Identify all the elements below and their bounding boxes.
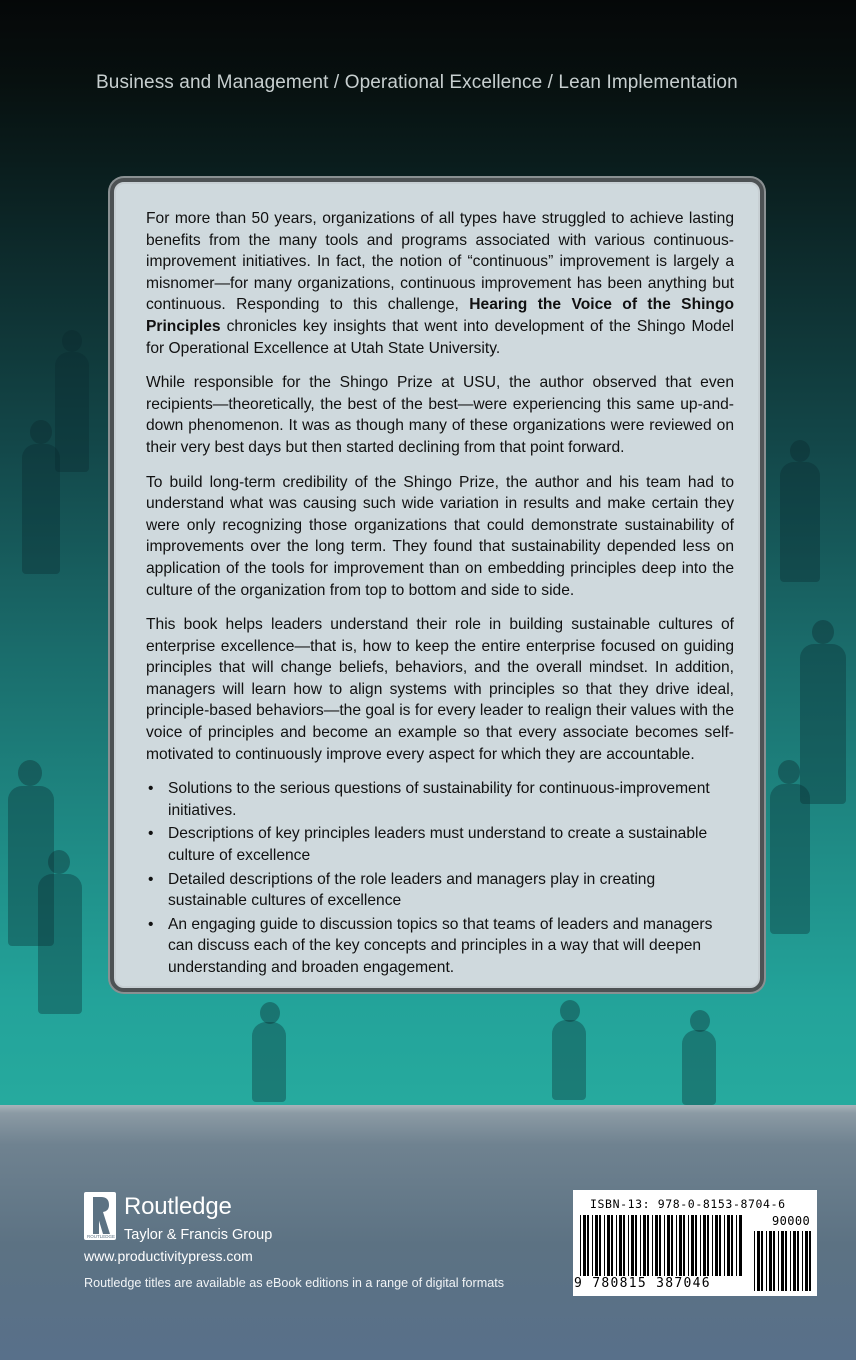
barcode-bar [724, 1215, 725, 1279]
barcode-bar [611, 1215, 613, 1279]
description-text [146, 208, 734, 981]
barcode-bar [739, 1215, 742, 1279]
barcode-bar [667, 1215, 670, 1279]
barcode-bar [631, 1215, 634, 1279]
barcode-bar [640, 1215, 641, 1279]
barcode-bar [688, 1215, 689, 1279]
barcode-bar [790, 1231, 791, 1291]
ebook-note: Routledge titles are available as eBook editions in a range of digital formats [84, 1276, 505, 1290]
isbn-label: ISBN-13: 978-0-8153-8704-6 [590, 1197, 786, 1211]
barcode-bar [809, 1231, 811, 1291]
barcode-bar [659, 1215, 661, 1279]
bullet-item: • An engaging guide to discussion topics so that teams of leaders and managers can discuss each of the key concepts and principles in a way that will deepen understanding and broaden engagement. [146, 914, 734, 979]
barcode-bar [727, 1215, 730, 1279]
barcode-bar [736, 1215, 737, 1279]
bullet-item: • Detailed descriptions of the role leaders and managers play in creating sustainable cultures of excellence [146, 869, 734, 912]
barcode-digits: 9 780815 387046 [574, 1276, 744, 1291]
bullet-item: • Descriptions of key principles leaders must understand to create a sustainable culture of excellence [146, 823, 734, 866]
feature-bullet-list [146, 778, 734, 978]
barcode-bar [715, 1215, 718, 1279]
barcode-bar [595, 1215, 598, 1279]
barcode-bar [700, 1215, 701, 1279]
paragraph-3: To build long-term credibility of the Shingo Prize, the author and his team had to understand what was causing such wide variation in results and make certain they were only recognizing those organizations that could demonstrate sustainability of improvements over the long term. They found that sustainability depended less on application of the tools for improvement than on embedding principles deep into the culture of the organization from top to bottom and side to side. [146, 473, 734, 599]
barcode-bar [766, 1231, 767, 1291]
barcode-bar [604, 1215, 605, 1279]
barcode-bar [712, 1215, 713, 1279]
category-line: Business and Management / Operational Excellence / Lean Implementation [96, 72, 738, 93]
price-code: 90000 [772, 1214, 811, 1228]
barcode-bar [643, 1215, 646, 1279]
barcode-bar [616, 1215, 617, 1279]
barcode-bar [778, 1231, 779, 1291]
barcode-bar [754, 1231, 755, 1291]
barcode-bar [635, 1215, 637, 1279]
barcode-bar [757, 1231, 760, 1291]
barcode-bar [761, 1231, 763, 1291]
paragraph-1-text-a: For more than 50 years, organizations of all types have struggled to achieve lasting benefits from the many tools and programs associated with various continuous-improvement initiatives. In fact, the notion of “continuous” improvement is largely a misnomer—for many organizations, continuous improvement has been anything but continuous. Responding to this challenge, [146, 210, 734, 314]
barcode-bar [683, 1215, 685, 1279]
barcode-bar [592, 1215, 593, 1279]
barcode-bar [703, 1215, 706, 1279]
logo-lettering: ROUTLEDGE [87, 1234, 116, 1239]
barcode-bar [619, 1215, 622, 1279]
publisher-group: Taylor & Francis Group [124, 1227, 273, 1243]
paragraph-2: While responsible for the Shingo Prize at USU, the author observed that even recipients—theoretically, the best of the best—were experiencing this same up-and-down phenomenon. It was as though many of these organizations were reviewed on their very best days but then started declining from that point forward. [146, 374, 734, 456]
barcode-bar [679, 1215, 682, 1279]
barcode-bar [587, 1215, 589, 1279]
paragraph-1-text-b: chronicles key insights that went into development of the Shingo Model for Operational Excellence at Utah State University. [146, 317, 734, 357]
barcode-bar [695, 1215, 697, 1279]
barcode-bar [773, 1231, 775, 1291]
barcode-bar [793, 1231, 796, 1291]
barcode-bar [805, 1231, 808, 1291]
barcode-bar [655, 1215, 658, 1279]
barcode-bar [664, 1215, 665, 1279]
barcode-bar [623, 1215, 625, 1279]
publisher-url[interactable]: www.productivitypress.com [84, 1248, 253, 1264]
publisher-name: Routledge [124, 1193, 232, 1220]
barcode-bar [719, 1215, 721, 1279]
barcode-bar [802, 1231, 803, 1291]
barcode-bar [707, 1215, 709, 1279]
book-title-bold: Hearing the Voice of the Shingo Principles [146, 296, 735, 335]
barcode-bar [583, 1215, 586, 1279]
paragraph-1 [146, 208, 734, 359]
barcode-bar [652, 1215, 653, 1279]
barcode-bar [731, 1215, 733, 1279]
barcode-bar [647, 1215, 649, 1279]
barcode-bar [671, 1215, 673, 1279]
barcode-bar [676, 1215, 677, 1279]
barcode-bar [691, 1215, 694, 1279]
barcode-bar [781, 1231, 784, 1291]
barcode-bar [599, 1215, 601, 1279]
paragraph-4: This book helps leaders understand their role in building sustainable cultures of enterprise excellence—that is, how to keep the entire enterprise focused on guiding principles that will change beliefs, behaviors, and the overall mindset. In addition, managers will learn how to align systems with principles so that they drive ideal, principle-based behaviors—the goal is for every leader to realign their values with the voice of principles and become an example so that every associate becomes self-motivated to continuously improve every aspect for which they are accountable. [146, 616, 734, 763]
routledge-logo-icon [84, 1192, 116, 1240]
barcode-bar [607, 1215, 610, 1279]
bullet-item: • Solutions to the serious questions of sustainability for continuous-improvement initiatives. [146, 778, 734, 821]
barcode-bar [797, 1231, 799, 1291]
barcode-bar [628, 1215, 629, 1279]
barcode-bar [580, 1215, 581, 1279]
barcode-bar [769, 1231, 772, 1291]
barcode-bar [785, 1231, 787, 1291]
